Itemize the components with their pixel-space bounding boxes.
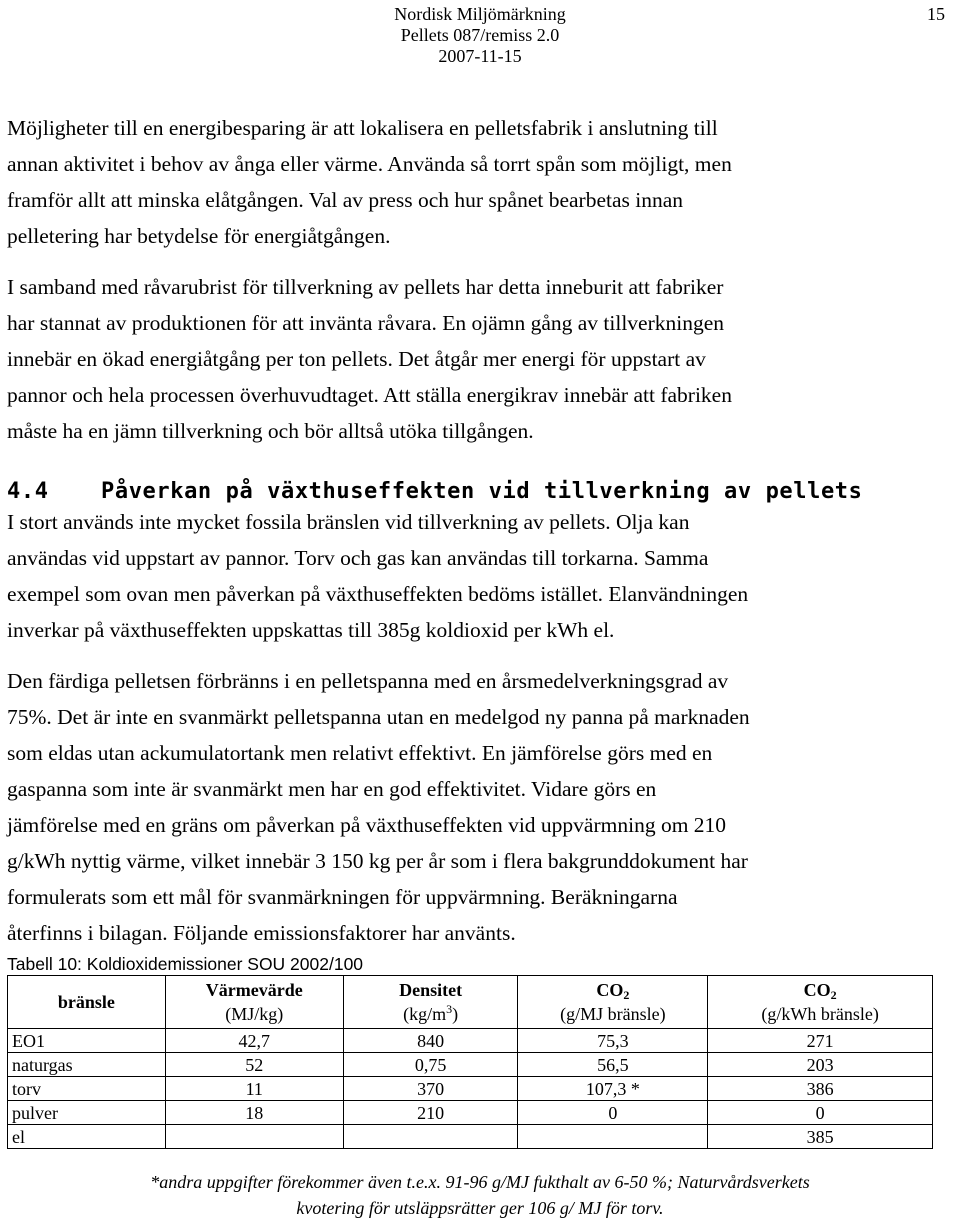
cell-co2-kwh: 203 — [708, 1053, 933, 1077]
text-line: pannor och hela processen överhuvudtaget. Att ställa energikrav innebär att fabriken — [7, 383, 732, 407]
cell-fuel: el — [8, 1125, 166, 1149]
paragraph-raw-material-shortage — [7, 269, 955, 449]
text-line: har stannat av produktionen för att invänta råvara. En ojämn gång av tillverkningen — [7, 311, 725, 335]
paragraph-pellet-combustion — [7, 663, 955, 951]
table-row — [8, 1101, 933, 1125]
text-line: framför allt att minska elåtgången. Val av press och hur spånet bearbetas innan — [7, 188, 684, 212]
header-co2-per-kwh: $CO_2$ (g/kWh bränsle) — [708, 976, 933, 1029]
co2-emission-table — [7, 975, 933, 1149]
cell-heating-value: 18 — [165, 1101, 343, 1125]
text-line: inverkar på växthuseffekten uppskattas till 385g koldioxid per kWh el. — [7, 618, 615, 642]
header-document-id: Pellets 087/remiss 2.0 — [400, 25, 560, 45]
cell-co2-kwh: 271 — [708, 1029, 933, 1053]
header-density: Densitet $(kg/m^3)$ — [343, 976, 518, 1029]
cell-co2-mj: 0 — [518, 1101, 708, 1125]
text-line: Den färdiga pelletsen förbränns i en pelletspanna med en årsmedelverkningsgrad av — [7, 669, 729, 693]
table-footnote-line: kvotering för utsläppsrätter ger 106 g/ MJ för torv. — [296, 1198, 664, 1218]
cell-co2-mj — [518, 1125, 708, 1149]
cell-density: 210 — [343, 1101, 518, 1125]
cell-fuel: naturgas — [8, 1053, 166, 1077]
text-line: I stort används inte mycket fossila bränslen vid tillverkning av pellets. Olja kan — [7, 510, 690, 534]
table-footnote-line: *andra uppgifter förekommer även t.e.x. 91-96 g/MJ fukthalt av 6-50 %; Naturvårdsverkets — [150, 1172, 810, 1192]
text-line: Möjligheter till en energibesparing är att lokalisera en pelletsfabrik i anslutning till — [7, 116, 718, 140]
page-number: 15 — [927, 4, 945, 24]
cell-heating-value: 42,7 — [165, 1029, 343, 1053]
header-heating-value: Värmevärde (MJ/kg) — [165, 976, 343, 1029]
text-line: innebär en ökad energiåtgång per ton pellets. Det åtgår mer energi för uppstart av — [7, 347, 706, 371]
cell-density: 0,75 — [343, 1053, 518, 1077]
text-line: exempel som ovan men påverkan på växthuseffekten bedöms istället. Elanvändningen — [7, 582, 749, 606]
header-fuel: bränsle — [8, 976, 166, 1029]
cell-co2-kwh: 385 — [708, 1125, 933, 1149]
text-line: jämförelse med en gräns om påverkan på växthuseffekten vid uppvärmning om 210 — [7, 813, 727, 837]
text-line: g/kWh nyttig värme, vilket innebär 3 150 kg per år som i flera bakgrunddokument har — [7, 849, 748, 873]
cell-density — [343, 1125, 518, 1149]
cell-density: 840 — [343, 1029, 518, 1053]
table-header-row — [8, 976, 933, 1029]
text-line: formulerats som ett mål för svanmärkningen för uppvärmning. Beräkningarna — [7, 885, 678, 909]
section-title: Påverkan på växthuseffekten vid tillverkning av pellets — [101, 479, 863, 504]
paragraph-fossil-fuels — [7, 504, 955, 648]
section-number: 4.4 — [7, 479, 49, 504]
header-organization: Nordisk Miljömärkning — [394, 4, 566, 24]
table-row — [8, 1125, 933, 1149]
page-header — [290, 4, 670, 67]
text-line: användas vid uppstart av pannor. Torv och gas kan användas till torkarna. Samma — [7, 546, 709, 570]
text-line: I samband med råvarubrist för tillverkning av pellets har detta inneburit att fabriker — [7, 275, 724, 299]
text-line: pelletering har betydelse för energiåtgången. — [7, 224, 391, 248]
header-date: 2007-11-15 — [438, 46, 522, 66]
cell-fuel: EO1 — [8, 1029, 166, 1053]
cell-heating-value: 11 — [165, 1077, 343, 1101]
header-co2-per-mj: $CO_2$ (g/MJ bränsle) — [518, 976, 708, 1029]
text-line: gaspanna som inte är svanmärkt men har en god effektivitet. Vidare görs en — [7, 777, 657, 801]
text-line: återfinns i bilagan. Följande emissionsfaktorer har använts. — [7, 921, 516, 945]
cell-co2-kwh: 0 — [708, 1101, 933, 1125]
cell-fuel: torv — [8, 1077, 166, 1101]
section-heading — [7, 478, 957, 506]
text-line: 75%. Det är inte en svanmärkt pelletspanna utan en medelgod ny panna på marknaden — [7, 705, 750, 729]
cell-co2-kwh: 386 — [708, 1077, 933, 1101]
cell-heating-value — [165, 1125, 343, 1149]
cell-fuel: pulver — [8, 1101, 166, 1125]
table-row — [8, 1053, 933, 1077]
table-row — [8, 1029, 933, 1053]
cell-co2-mj: 107,3 * — [518, 1077, 708, 1101]
text-line: måste ha en jämn tillverkning och bör alltså utöka tillgången. — [7, 419, 534, 443]
cell-density: 370 — [343, 1077, 518, 1101]
cell-co2-mj: 75,3 — [518, 1029, 708, 1053]
cell-heating-value: 52 — [165, 1053, 343, 1077]
text-line: annan aktivitet i behov av ånga eller värme. Använda så torrt spån som möjligt, men — [7, 152, 732, 176]
cell-co2-mj: 56,5 — [518, 1053, 708, 1077]
paragraph-energy-saving — [7, 110, 955, 254]
text-line: som eldas utan ackumulatortank men relativt effektivt. En jämförelse görs med en — [7, 741, 713, 765]
table-row — [8, 1077, 933, 1101]
table-caption: Tabell 10: Koldioxidemissioner SOU 2002/100 — [7, 954, 364, 974]
